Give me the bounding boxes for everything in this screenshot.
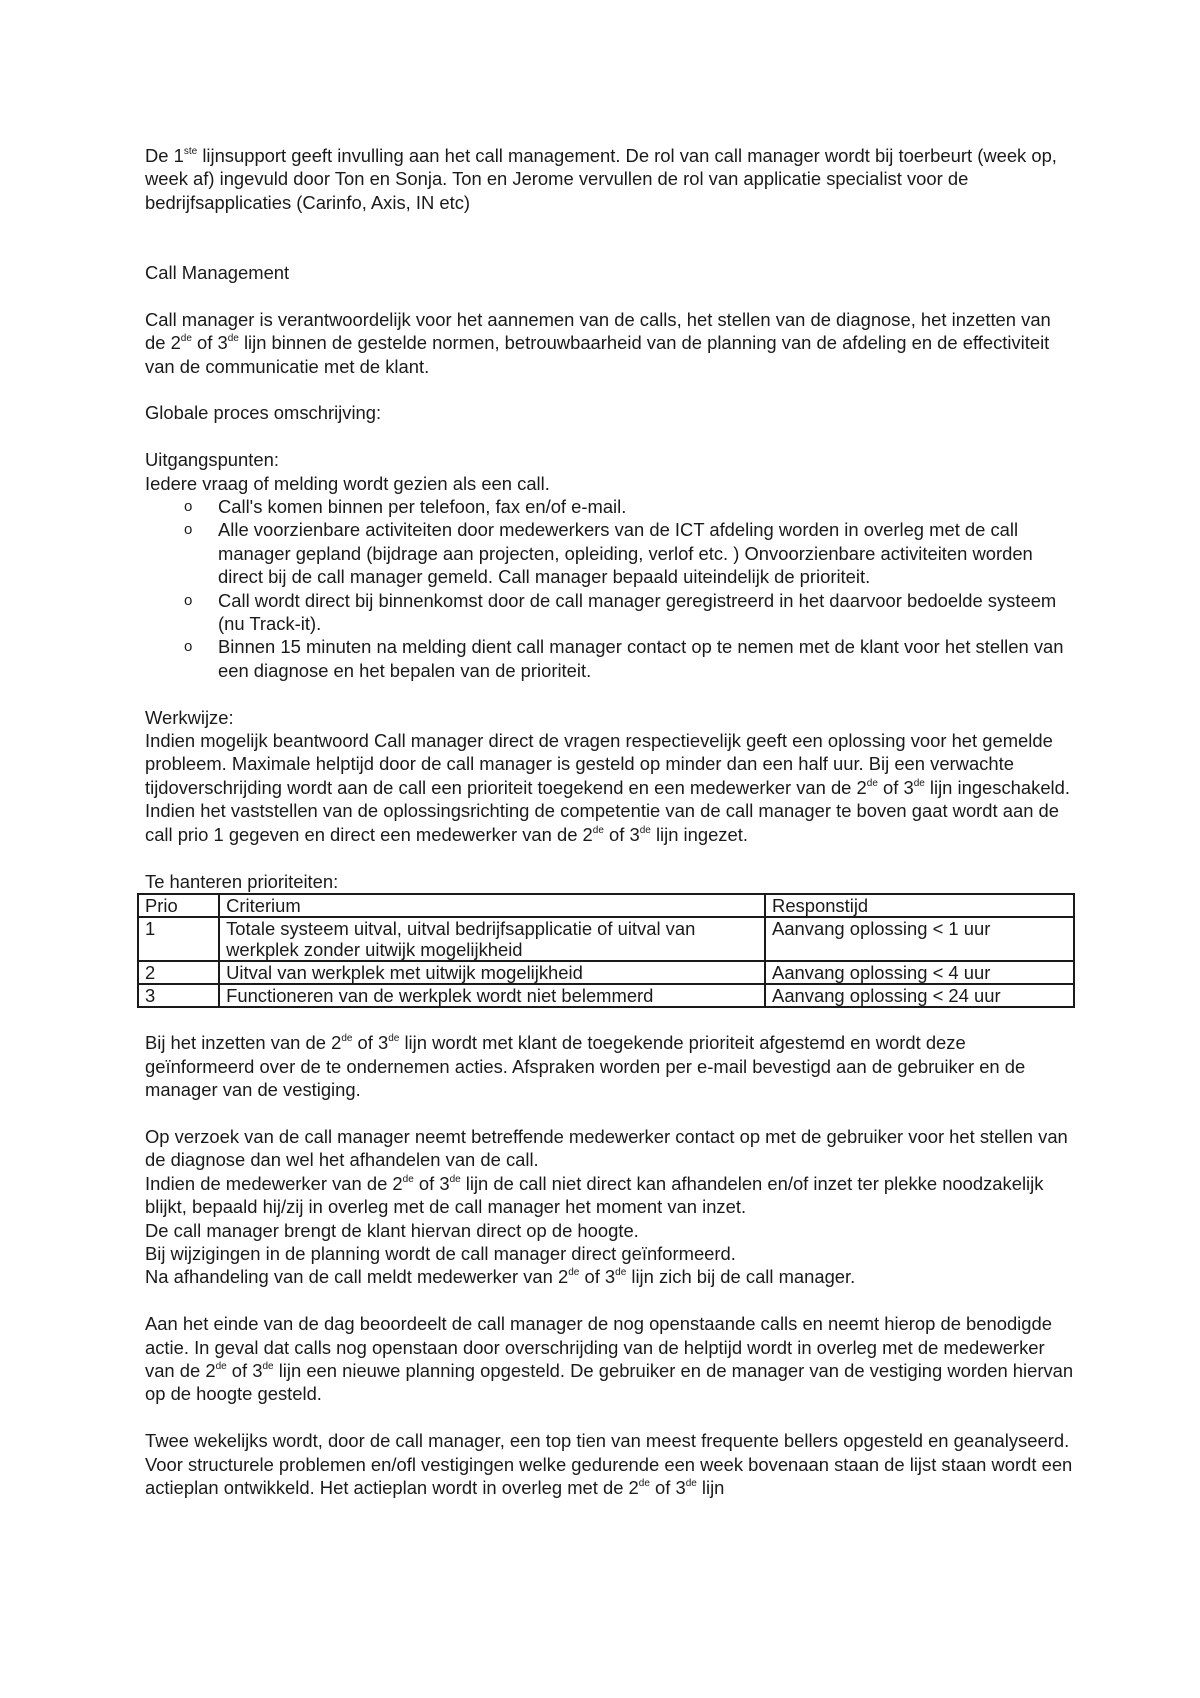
verzoek-line-5: Na afhandeling van de call meldt medewerker van 2de of 3de lijn zich bij de call manager. bbox=[145, 1266, 856, 1288]
table-cell: Aanvang oplossing < 4 uur bbox=[765, 961, 1074, 984]
bullet-marker: o bbox=[184, 591, 193, 609]
werkwijze-heading: Werkwijze: bbox=[145, 706, 234, 728]
uitgangspunten-list bbox=[145, 495, 1075, 682]
section-title: Call Management bbox=[145, 262, 290, 284]
table-row bbox=[138, 917, 1074, 961]
bullet-marker: o bbox=[184, 521, 193, 539]
uitgangspunten-heading: Uitgangspunten: bbox=[145, 449, 279, 471]
priority-table bbox=[137, 893, 1075, 1008]
header-cell: Criterium bbox=[219, 894, 765, 917]
table-row bbox=[138, 984, 1074, 1007]
werkwijze-paragraph: Indien mogelijk beantwoord Call manager direct de vragen respectievelijk geeft een oplossing voor het gemelde probleem. Maximale helptijd door de call manager is gesteld op minder dan een half uur. Bij een verwachte tijdoverschrijding wordt aan de call een prioriteit toegekend en een medewerker van de 2de of 3de lijn ingeschakeld. Indien het vaststellen van de oplossingsrichting de competentie van de call manager te boven gaat wordt aan de call prio 1 gegeven en direct een medewerker van de 2de of 3de lijn ingezet. bbox=[145, 730, 1070, 845]
document-body bbox=[145, 144, 1075, 1499]
table-cell: 2 bbox=[138, 961, 219, 984]
list-item: o Alle voorzienbare activiteiten door medewerkers van de ICT afdeling worden in overleg met de call manager gepland (bijdrage aan projecten, opleiding, verlof etc. ) Onvoorzienbare activiteiten worden direct bij de call manager gemeld. Call manager bepaald uiteindelijk de prioriteit. bbox=[184, 519, 1033, 588]
intro-paragraph: De 1ste lijnsupport geeft invulling aan het call management. De rol van call manager wordt bij toerbeurt (week op, week af) ingevuld door Ton en Sonja. Ton en Jerome vervullen de rol van applicatie specialist voor de bedrijfsapplicaties (Carinfo, Axis, IN etc) bbox=[145, 145, 1057, 213]
bullet-marker: o bbox=[184, 638, 193, 656]
bullet-marker: o bbox=[184, 498, 193, 516]
table-cell: Aanvang oplossing < 1 uur bbox=[765, 917, 1074, 961]
call-manager-paragraph: Call manager is verantwoordelijk voor het aannemen van de calls, het stellen van de diagnose, het inzetten van de 2de of 3de lijn binnen de gestelde normen, betrouwbaarheid van de planning van de afdeling en de effectiviteit van de communicatie met de klant. bbox=[145, 308, 1051, 377]
inzetten-paragraph: Bij het inzetten van de 2de of 3de lijn wordt met klant de toegekende prioriteit afgestemd en wordt deze geïnformeerd over de te ondernemen acties. Afspraken worden per e-mail bevestigd aan de gebruiker en de manager van de vestiging. bbox=[145, 1032, 1026, 1101]
table-cell: Uitval van werkplek met uitwijk mogelijkheid bbox=[219, 961, 765, 984]
list-item: o Call wordt direct bij binnenkomst door de call manager geregistreerd in het daarvoor bedoelde systeem (nu Track-it). bbox=[184, 589, 1057, 635]
verzoek-line-2: Indien de medewerker van de 2de of 3de lijn de call niet direct kan afhandelen en/of inzet ter plekke noodzakelijk blijkt, bepaald hij/zij in overleg met de call manager het moment van inzet. bbox=[145, 1172, 1044, 1218]
verzoek-line-3: De call manager brengt de klant hiervan direct op de hoogte. bbox=[145, 1219, 639, 1241]
verzoek-line-1: Op verzoek van de call manager neemt betreffende medewerker contact op met de gebruiker voor het stellen van de diagnose dan wel het afhandelen van de call. bbox=[145, 1125, 1068, 1171]
table-cell: Functioneren van de werkplek wordt niet belemmerd bbox=[219, 984, 765, 1007]
table-cell: Aanvang oplossing < 24 uur bbox=[765, 984, 1074, 1007]
table-header-row bbox=[138, 894, 1074, 917]
verzoek-line-4: Bij wijzigingen in de planning wordt de call manager direct geïnformeerd. bbox=[145, 1242, 736, 1264]
list-item: o Binnen 15 minuten na melding dient call manager contact op te nemen met de klant voor het stellen van een diagnose en het bepalen van de prioriteit. bbox=[184, 636, 1064, 681]
table-caption: Te hanteren prioriteiten: bbox=[145, 870, 339, 892]
table-cell: 1 bbox=[138, 917, 219, 961]
list-item: o Call's komen binnen per telefoon, fax en/of e-mail. bbox=[184, 496, 627, 518]
table-cell: Totale systeem uitval, uitval bedrijfsapplicatie of uitval van werkplek zonder uitwijk mogelijkheid bbox=[219, 917, 765, 961]
table-row bbox=[138, 961, 1074, 984]
globale-heading: Globale proces omschrijving: bbox=[145, 402, 382, 424]
table-cell: 3 bbox=[138, 984, 219, 1007]
twee-wekelijks-paragraph: Twee wekelijks wordt, door de call manager, een top tien van meest frequente bellers opgesteld en geanalyseerd. Voor structurele problemen en/ofl vestigingen welke gedurende een week bovenaan staan de lijst staan wordt een actieplan ontwikkeld. Het actieplan wordt in overleg met de 2de of 3de lijn bbox=[145, 1430, 1073, 1498]
header-cell: Prio bbox=[138, 894, 219, 917]
header-cell: Responstijd bbox=[765, 894, 1074, 917]
einde-paragraph: Aan het einde van de dag beoordeelt de call manager de nog openstaande calls en neemt hierop de benodigde actie. In geval dat calls nog openstaan door overschrijding van de helptijd wordt in overleg met de medewerker van de 2de of 3de lijn een nieuwe planning opgesteld. De gebruiker en de manager van de vestiging worden hiervan op de hoogte gesteld. bbox=[145, 1313, 1074, 1405]
uitgangspunten-line: Iedere vraag of melding wordt gezien als een call. bbox=[145, 472, 550, 494]
